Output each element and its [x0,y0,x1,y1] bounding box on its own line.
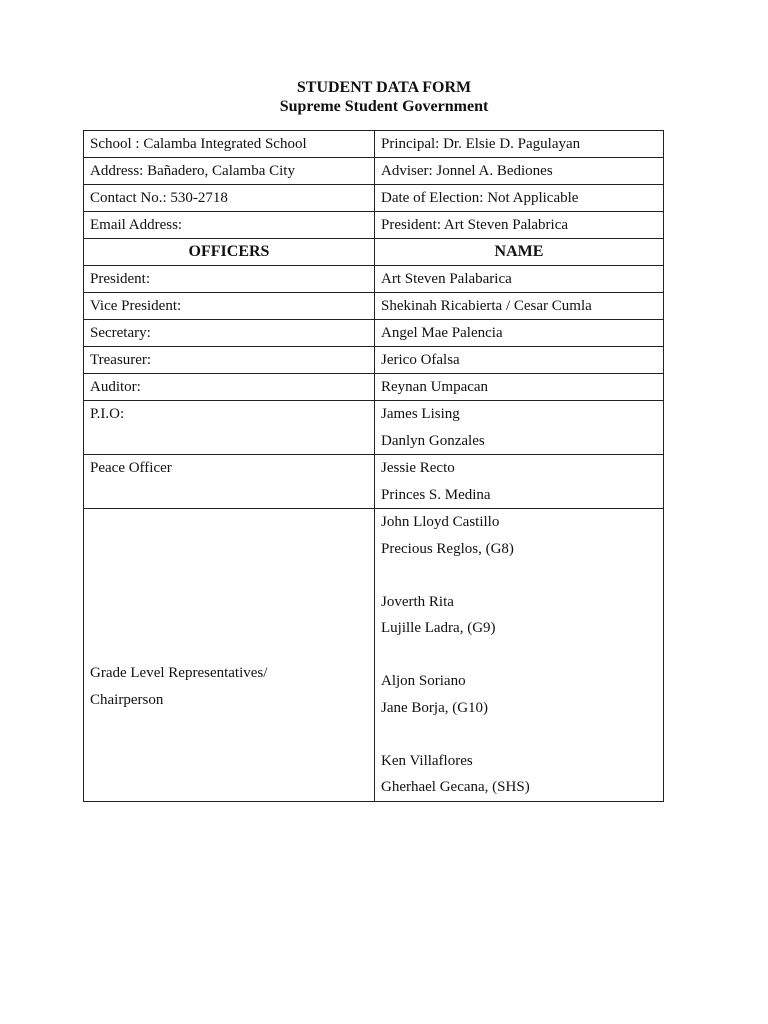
officer-name: Jerico Ofalsa [375,347,664,374]
info-row [84,185,664,212]
officer-row [84,455,664,509]
officer-names [375,401,664,455]
representatives-label-cell [84,509,375,802]
school-cell: School : Calamba Integrated School [84,131,375,158]
officer-row [84,266,664,293]
name-header: NAME [375,239,664,266]
officer-row [84,401,664,455]
representative-name: Jane Borja, (G10) [381,699,489,716]
info-row [84,131,664,158]
officer-position: Vice President: [84,293,375,320]
officer-name: Reynan Umpacan [375,374,664,401]
officer-name: Shekinah Ricabierta / Cesar Cumla [375,293,664,320]
representative-name: Aljon Soriano [381,673,466,689]
info-row [84,212,664,239]
adviser-cell: Adviser: Jonnel A. Bediones [375,158,664,185]
info-row [84,158,664,185]
email-cell: Email Address: [84,212,375,239]
representatives-names-cell [375,509,664,802]
form-header [0,78,768,116]
chairperson-label: Chairperson [90,691,164,708]
representative-name: John Lloyd Castillo [381,514,500,530]
representative-name: Ken Villaflores [381,752,473,769]
officer-names [375,455,664,509]
student-data-table [83,130,664,802]
officer-row [84,320,664,347]
officer-position: Peace Officer [84,455,375,509]
principal-cell: Principal: Dr. Elsie D. Pagulayan [375,131,664,158]
representative-name: Precious Reglos, (G8) [381,540,514,557]
address-cell: Address: Bañadero, Calamba City [84,158,375,185]
officer-position: President: [84,266,375,293]
officer-row [84,347,664,374]
group-spacer [381,562,657,589]
president-info-cell: President: Art Steven Palabrica [375,212,664,239]
officer-name: Jessie Recto [381,460,455,476]
representative-name: Gherhael Gecana, (SHS) [381,779,530,795]
officers-header: OFFICERS [84,239,375,266]
column-header-row [84,239,664,266]
representatives-label: Grade Level Representatives/ [90,665,268,681]
officer-name: Princes S. Medina [381,486,491,503]
officer-name: Angel Mae Palencia [375,320,664,347]
officer-position: Secretary: [84,320,375,347]
form-title: STUDENT DATA FORM [296,79,472,96]
officer-name: Danlyn Gonzales [381,432,485,449]
representative-name: Joverth Rita [381,593,454,610]
officer-name: James Lising [381,406,460,422]
officer-row [84,374,664,401]
representatives-row [84,509,664,802]
election-date-cell: Date of Election: Not Applicable [375,185,664,212]
contact-cell: Contact No.: 530-2718 [84,185,375,212]
officer-position: Treasurer: [84,347,375,374]
officer-name: Art Steven Palabarica [375,266,664,293]
form-subtitle: Supreme Student Government [279,98,489,115]
officer-row [84,293,664,320]
representative-name: Lujille Ladra, (G9) [381,620,496,636]
officer-position: Auditor: [84,374,375,401]
group-spacer [381,642,657,669]
group-spacer [381,721,657,748]
officer-position: P.I.O: [84,401,375,455]
